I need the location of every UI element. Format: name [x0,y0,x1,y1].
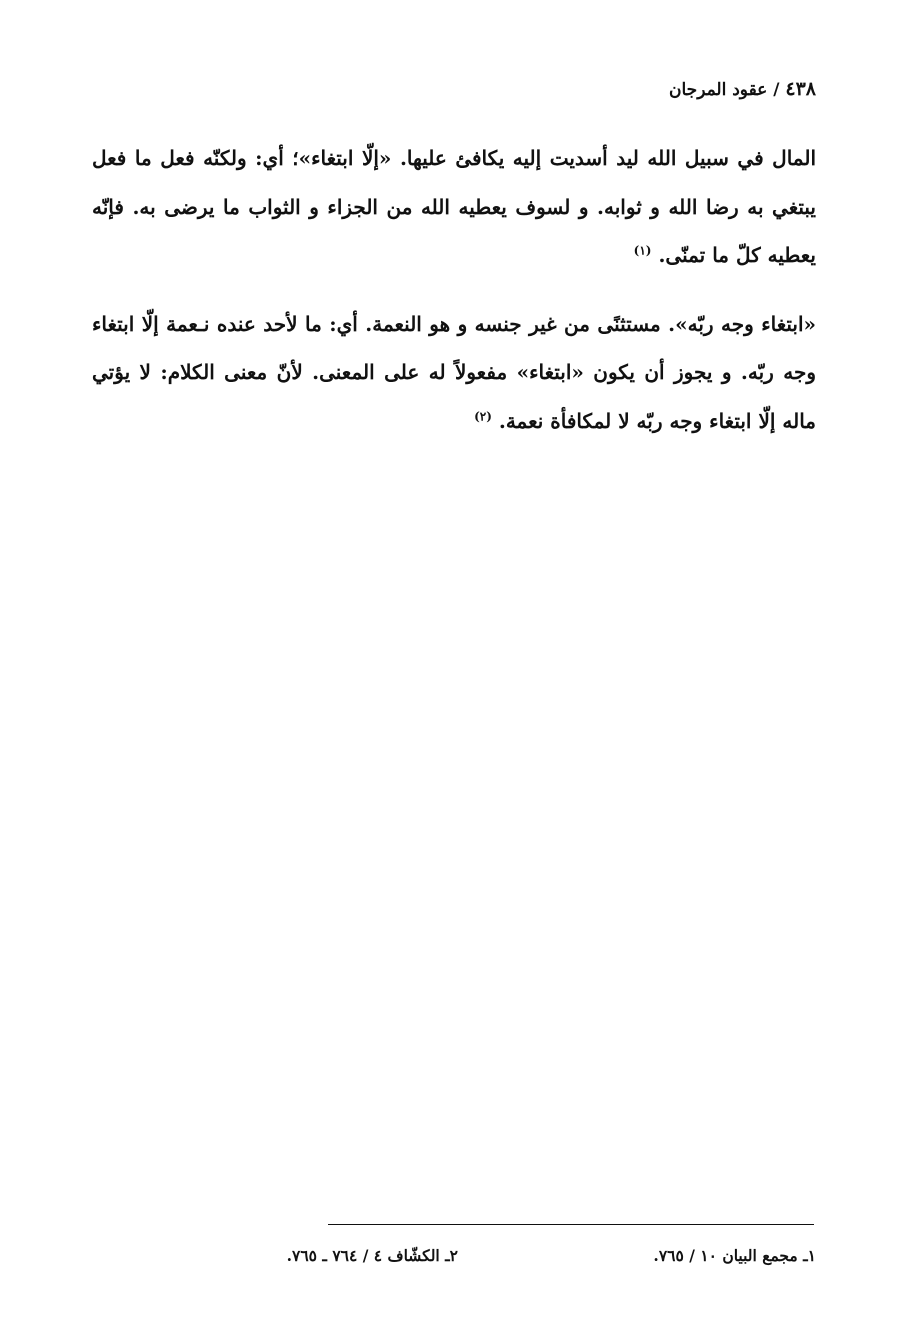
footnote-1: ١ـ مجمع البيان ١٠ / ٧٦٥. [653,1246,816,1265]
footnote-2: ٢ـ الكشّاف ٤ / ٧٦٤ ـ ٧٦٥. [286,1246,458,1265]
book-title: عقود المرجان [669,80,768,100]
page-number: ٤٣٨ [785,78,816,100]
footnote-marker: (٢) [474,408,492,423]
footnote-divider [328,1224,814,1225]
paragraph-text: المال في سبيل الله ليد أسديت إليه يكافئ عليها. «إلّا ابتغاء»؛ أي: ولكنّه فعل ما فعل يبتغي به رضا الله و ثوابه. و لسوف يعطيه الله من الجزاء و الثواب ما يرضى به. فإنّه يعطيه كلّ ما تمنّى. [92,146,817,267]
paragraph [92,134,816,280]
header-separator: / [767,80,786,100]
footnote-marker: (١) [633,243,652,258]
running-header [92,76,816,103]
body-text [92,134,816,445]
paragraph [92,300,816,446]
paragraph-text: «ابتغاء وجه ربّه». مستثنًى من غير جنسه و هو النعمة. أي: ما لأحد عنده نـعمة إلّا ابتغاء وجه ربّه. و يجوز أن يكون «ابتغاء» مفعولاً له على المعنى. لأنّ معنى الكلام: لا يؤتي ماله إلّا ابتغاء وجه ربّه لا لمكافأة نعمة. [92,311,816,433]
